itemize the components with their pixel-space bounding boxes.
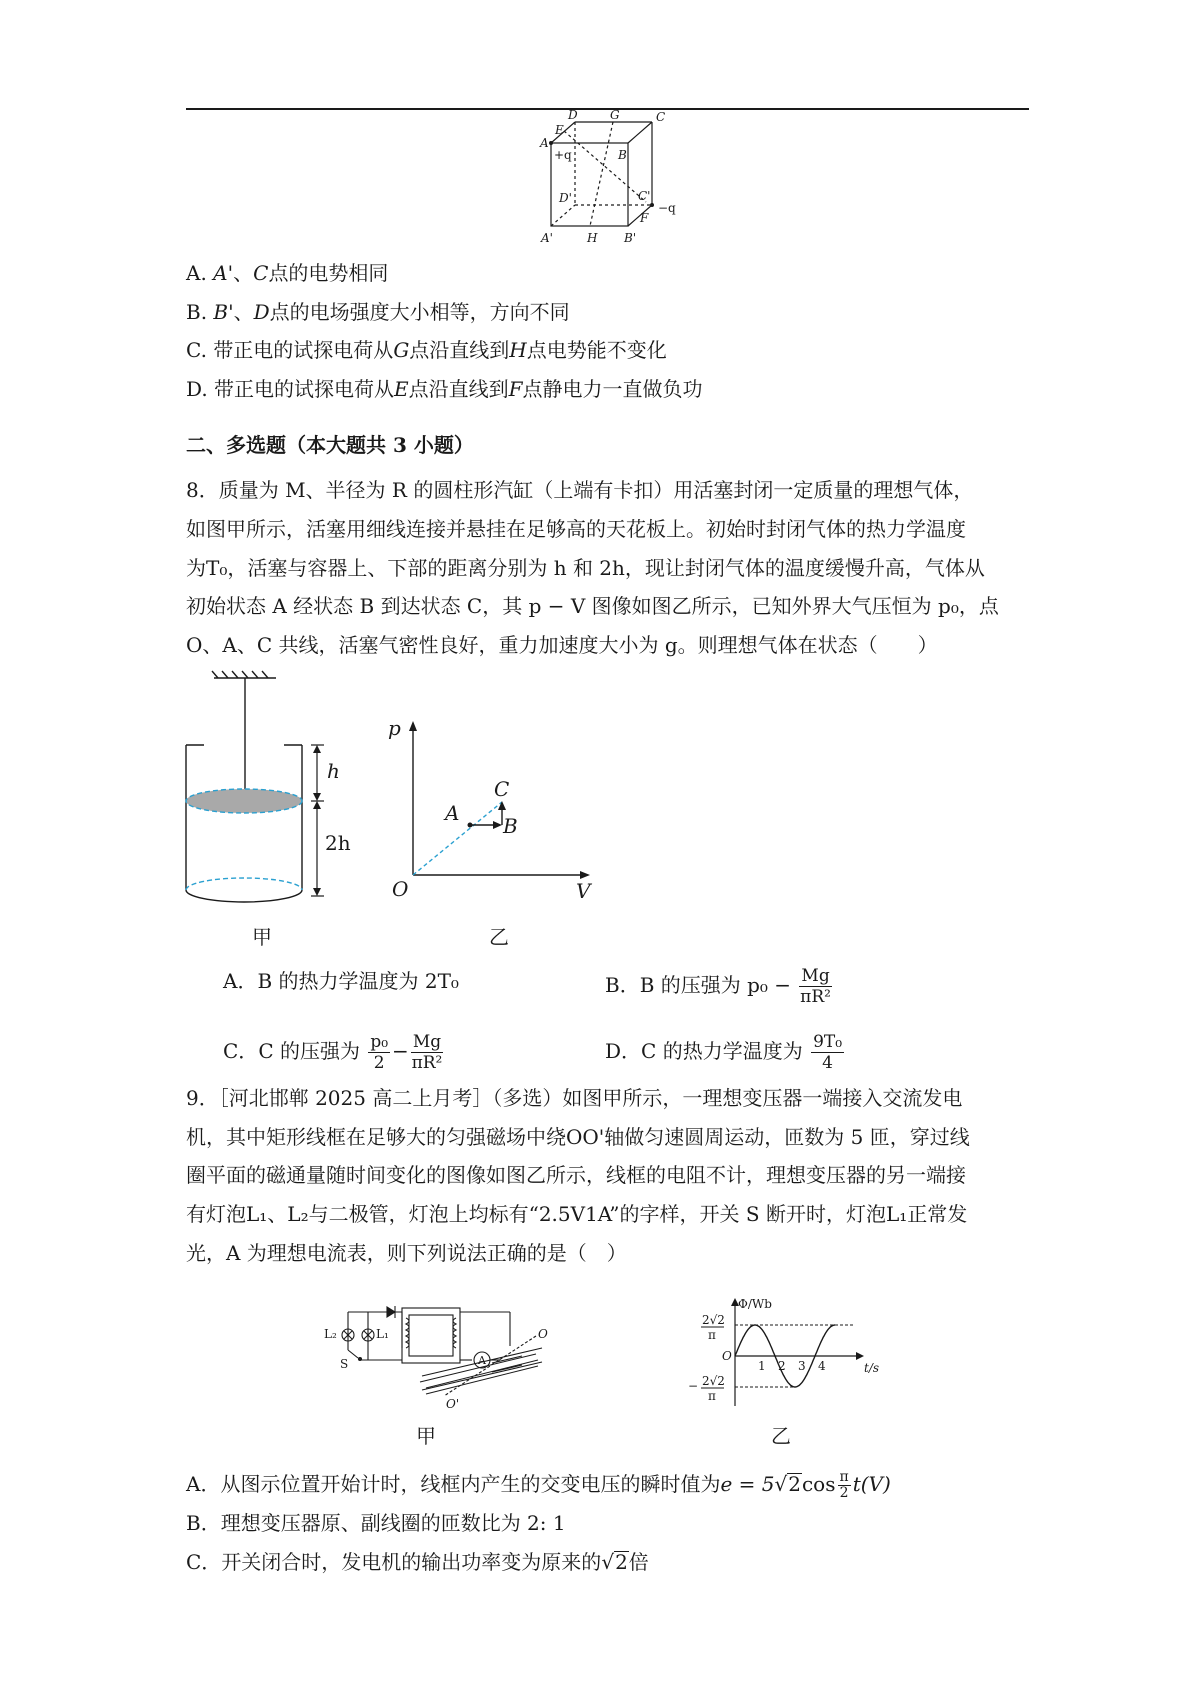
label-h: h bbox=[327, 759, 340, 783]
ytick-pos-den: π bbox=[708, 1328, 716, 1342]
ytick-pos-num: 2√2 bbox=[702, 1313, 725, 1327]
label-origin: O bbox=[722, 1349, 732, 1363]
q8-line: 如图甲所示，活塞用细线连接并悬挂在足够高的天花板上。初始时封闭气体的热力学温度 bbox=[186, 517, 966, 541]
label-C: C bbox=[656, 110, 666, 124]
label-2h: 2h bbox=[325, 831, 351, 855]
q9-option-a: A．从图示位置开始计时，线框内产生的交变电压的瞬时值为e = 5√2cos $\frac{\pi}{2}$ t(V) bbox=[186, 1469, 891, 1501]
q9-line: 机，其中矩形线框在足够大的匀强磁场中绕OO'轴做匀速圆周运动，匝数为 5 匝，穿过线 bbox=[186, 1125, 970, 1149]
label-F: F bbox=[640, 211, 649, 225]
label-D-prime: D' bbox=[559, 191, 572, 205]
label-B: B bbox=[618, 148, 627, 162]
ytick-neg-sign: − bbox=[688, 1379, 699, 1393]
q8-option-a: A．B 的热力学温度为 2T₀ bbox=[223, 969, 459, 993]
label-A: A bbox=[540, 136, 549, 150]
q9-option-c: C．开关闭合时，发电机的输出功率变为原来的√2倍 bbox=[186, 1550, 649, 1574]
q9-caption-jia: 甲 bbox=[416, 1424, 436, 1448]
q8-cylinder-figure bbox=[176, 670, 356, 920]
label-H: H bbox=[587, 231, 598, 245]
label-C-prime: C' bbox=[638, 189, 651, 203]
label-A: A bbox=[445, 801, 460, 825]
label-S: S bbox=[340, 1357, 349, 1371]
transformer-core bbox=[402, 1308, 460, 1363]
label-C: C bbox=[494, 777, 510, 801]
label-D: D bbox=[568, 110, 578, 122]
q9-line: 圈平面的磁通量随时间变化的图像如图乙所示，线框的电阻不计，理想变压器的另一端接 bbox=[186, 1163, 966, 1187]
q7-option-b: B. B'、D点的电场强度大小相等，方向不同 bbox=[186, 300, 570, 324]
q9-circuit-figure bbox=[322, 1298, 592, 1413]
xtick-2: 2 bbox=[778, 1359, 786, 1373]
q7-option-d: D. 带正电的试探电荷从E点沿直线到F点静电力一直做负功 bbox=[186, 377, 703, 401]
q8-option-d: D．C 的热力学温度为 $\frac{\text{9T₀}}{4}$ bbox=[605, 1032, 843, 1073]
label-O-prime: O' bbox=[446, 1397, 460, 1411]
q8-option-c: C．C 的压强为 $\frac{\text{p₀}}{2}$ − $\frac{Mg}{\text{πR²}}$ bbox=[223, 1032, 443, 1073]
q8-line: 初始状态 A 经状态 B 到达状态 C，其 p − V 图像如图乙所示，已知外界大气压恒为 p₀，点 bbox=[186, 594, 999, 618]
q9-option-b: B．理想变压器原、副线圈的匝数比为 2: 1 bbox=[186, 1511, 566, 1535]
label-B: B bbox=[503, 814, 518, 838]
section-heading: 二、多选题（本大题共 3 小题） bbox=[186, 433, 474, 457]
q8-caption-yi: 乙 bbox=[489, 925, 509, 949]
q8-option-b: B．B 的压强为 p₀ − $\frac{Mg}{\text{πR²}}$ bbox=[605, 966, 831, 1007]
q7-cube-figure bbox=[528, 110, 688, 250]
label-time: t/s bbox=[864, 1361, 880, 1375]
q8-caption-jia: 甲 bbox=[252, 925, 272, 949]
label-B-prime: B' bbox=[624, 231, 637, 245]
xtick-1: 1 bbox=[758, 1359, 766, 1373]
q9-line: 9．［河北邯郸 2025 高二上月考］（多选）如图甲所示，一理想变压器一端接入交流发电 bbox=[186, 1086, 963, 1110]
q7-option-a: A. A'、C点的电势相同 bbox=[186, 261, 389, 285]
label-flux: Φ/Wb bbox=[738, 1297, 772, 1311]
q9-caption-yi: 乙 bbox=[771, 1424, 791, 1448]
label-minus-q: −q bbox=[658, 201, 676, 215]
xtick-3: 3 bbox=[798, 1359, 806, 1373]
q8-line: 为T₀，活塞与容器上、下部的距离分别为 h 和 2h，现让封闭气体的温度缓慢升高，气体从 bbox=[186, 556, 985, 580]
q8-line: O、A、C 共线，活塞气密性良好，重力加速度大小为 g。则理想气体在状态（ ） bbox=[186, 633, 938, 657]
line-GH bbox=[590, 122, 613, 226]
line-EF bbox=[564, 131, 646, 202]
ytick-neg-num: 2√2 bbox=[702, 1374, 725, 1388]
label-V: V bbox=[576, 879, 591, 903]
label-ammeter-A: A bbox=[478, 1354, 486, 1367]
ytick-neg-den: π bbox=[708, 1389, 716, 1403]
label-p: p bbox=[388, 716, 401, 740]
q8-pv-graph bbox=[384, 715, 604, 905]
q9-flux-graph bbox=[668, 1296, 888, 1416]
q9-line: 光，A 为理想电流表，则下列说法正确的是（ ） bbox=[186, 1241, 627, 1265]
q9-line: 有灯泡L₁、L₂与二极管，灯泡上均标有“2.5V1A”的字样，开关 S 断开时，灯泡L₁正常发 bbox=[186, 1202, 968, 1226]
label-E: E bbox=[555, 123, 564, 137]
piston bbox=[186, 789, 302, 813]
label-A-prime: A' bbox=[541, 231, 553, 245]
label-L2: L₂ bbox=[324, 1327, 337, 1341]
switch-S bbox=[348, 1350, 358, 1358]
label-O: O bbox=[538, 1327, 548, 1341]
label-plus-q: +q bbox=[554, 148, 572, 162]
xtick-4: 4 bbox=[818, 1359, 826, 1373]
label-G: G bbox=[610, 110, 620, 122]
label-L1: L₁ bbox=[376, 1327, 389, 1341]
q8-line: 8．质量为 M、半径为 R 的圆柱形汽缸（上端有卡扣）用活塞封闭一定质量的理想气体， bbox=[186, 478, 974, 502]
label-O: O bbox=[392, 877, 409, 901]
q7-option-c: C. 带正电的试探电荷从G点沿直线到H点电势能不变化 bbox=[186, 338, 667, 362]
